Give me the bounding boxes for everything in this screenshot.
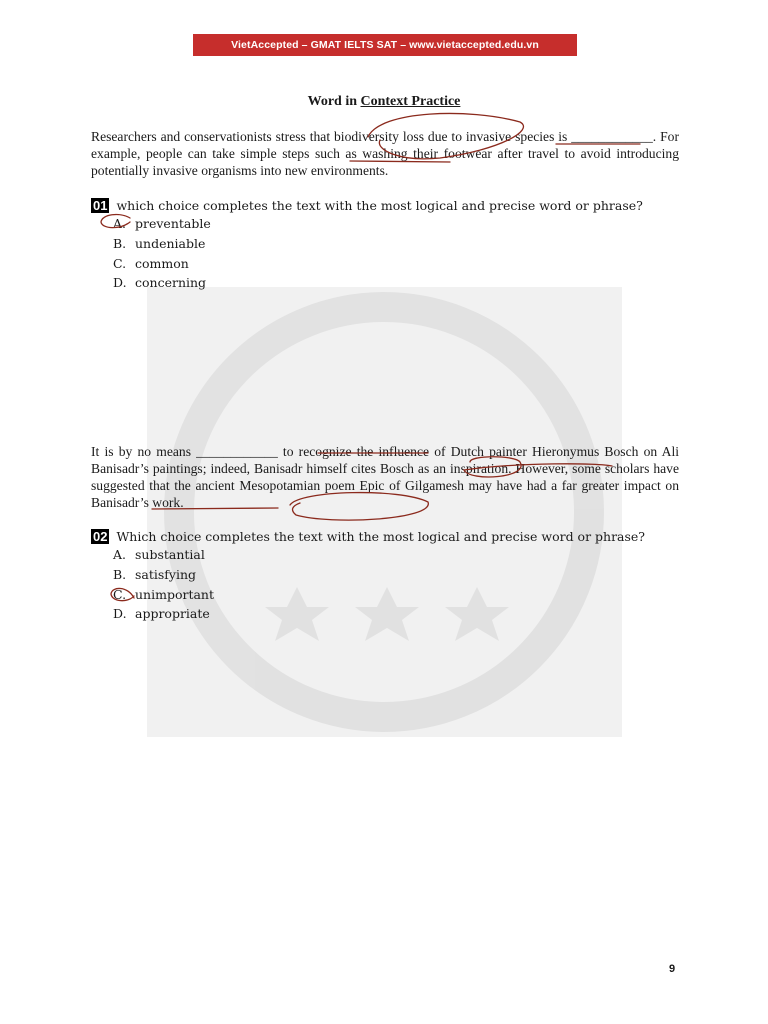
option-text: undeniable [135, 235, 206, 251]
question-2-prompt [91, 528, 679, 545]
option-text: concerning [135, 275, 207, 291]
option-text: unimportant [135, 586, 215, 602]
option-item[interactable] [113, 214, 211, 234]
option-item[interactable] [113, 585, 214, 605]
question-number-badge: 02 [93, 529, 108, 544]
option-text: appropriate [135, 606, 210, 622]
option-letter: D. [113, 275, 127, 291]
watermark-logo [147, 287, 622, 737]
question-2-options [113, 545, 214, 624]
option-letter: B. [113, 235, 127, 251]
option-letter: C. [113, 255, 127, 271]
option-item[interactable] [113, 273, 211, 293]
watermark-shield-icon [147, 287, 622, 737]
question-1-prompt [91, 197, 679, 214]
option-letter: C. [113, 586, 127, 602]
option-text: common [135, 255, 189, 271]
question-number-badge: 01 [93, 198, 108, 213]
page-title [0, 94, 768, 110]
question-2-text: Which choice completes the text with the most logical and precise word or phrase? [112, 529, 646, 544]
title-underlined: Context Practice [360, 94, 461, 109]
option-letter: A. [113, 216, 127, 231]
option-item[interactable] [113, 604, 214, 624]
option-text: satisfying [135, 566, 197, 582]
option-item[interactable] [113, 254, 211, 274]
question-1-options [113, 214, 211, 293]
option-letter: A. [113, 547, 127, 562]
option-letter: D. [113, 606, 127, 622]
header-banner: VietAccepted – GMAT IELTS SAT – www.vietaccepted.edu.vn [193, 34, 577, 56]
title-prefix: Word in [307, 94, 361, 109]
option-letter: B. [113, 566, 127, 582]
passage-1: Researchers and conservationists stress that biodiversity loss due to invasive species is ____________. For example, people can take simple steps such as washing their footwear after travel to avoid introducing potentially invasive organisms into new environments. [91, 129, 679, 178]
option-text: preventable [135, 216, 211, 231]
option-item[interactable] [113, 545, 214, 565]
page-number: 9 [669, 963, 676, 975]
option-item[interactable] [113, 234, 211, 254]
option-item[interactable] [113, 565, 214, 585]
question-1-text: which choice completes the text with the most logical and precise word or phrase? [112, 198, 643, 213]
passage-2: It is by no means ____________ to recognize the influence of Dutch painter Hieronymus Bosch on Ali Banisadr’s paintings; indeed, Banisadr himself cites Bosch as an inspiration. However, some scholars have suggested that the ancient Mesopotamian poem Epic of Gilgamesh may have had a far greater impact on Banisadr’s work. [91, 444, 679, 510]
option-text: substantial [135, 547, 205, 562]
